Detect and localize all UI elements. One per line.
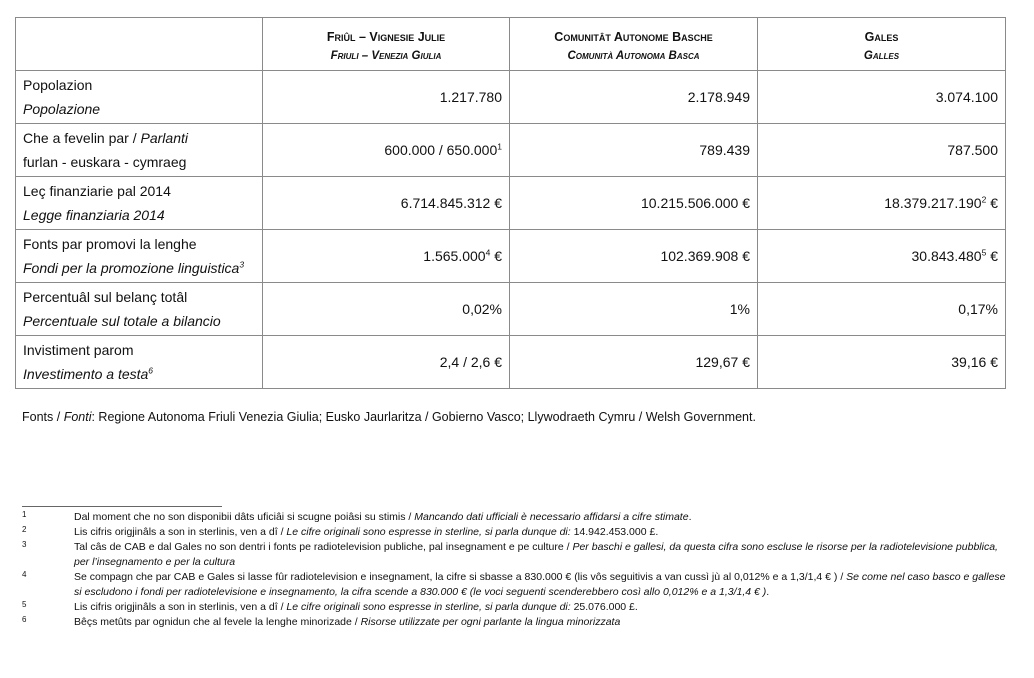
value-text: 30.843.480 — [911, 248, 982, 264]
footnote-item — [22, 525, 1007, 540]
row-label-second-text: Legge finanziaria 2014 — [23, 207, 165, 223]
footnote-ref: 3 — [239, 259, 245, 270]
footnote-item — [22, 510, 1007, 525]
footnote-text: Lis cifris origjinâls a son in sterlinis, ven a dî / — [74, 601, 287, 613]
row-label-furlan — [23, 338, 255, 362]
row-label-second-line — [23, 256, 255, 280]
value-text: 2,4 / 2,6 — [439, 354, 491, 370]
footnote-item — [22, 600, 1007, 615]
row-label — [16, 230, 263, 283]
value-text: 6.714.845.312 — [400, 195, 491, 211]
row-label-furlan-text: Che a fevelin par / — [23, 130, 141, 146]
value-cell — [758, 124, 1006, 177]
footnote-ref: 5 — [981, 247, 987, 258]
footnote-item — [22, 615, 1007, 630]
table-row — [16, 230, 1006, 283]
footnote-number: 2 — [22, 525, 27, 534]
footnote-number: 6 — [22, 615, 27, 624]
footnote-number: 1 — [22, 510, 27, 519]
value-cell — [263, 177, 510, 230]
value-cell — [758, 283, 1006, 336]
row-label-second-line — [23, 362, 255, 386]
table-row — [16, 283, 1006, 336]
row-label-furlan-text: Fonts par promovi la lenghe — [23, 236, 197, 252]
footnote-text: Tal câs de CAB e dal Gales no son dentri i fonts pe radiotelevision publiche, pal insegnament e pe culture / — [74, 541, 573, 553]
value-suffix: € — [986, 354, 998, 370]
footnote-ref: 1 — [497, 141, 502, 152]
sources-prefix-italian: Fonti — [63, 410, 92, 424]
row-label-furlan-text: Popolazion — [23, 77, 93, 93]
header-friuli — [263, 18, 510, 71]
value-text: 3.074.100 — [935, 89, 998, 105]
header-wales — [758, 18, 1006, 71]
sources-list: : Regione Autonoma Friuli Venezia Giulia; Eusko Jaurlaritza / Gobierno Vasco; Llywodraeth Cymru / Welsh Government. — [91, 410, 756, 424]
value-suffix: € — [738, 195, 750, 211]
row-label-furlan — [23, 73, 255, 97]
value-suffix: € — [490, 248, 502, 264]
footnote-item — [22, 570, 1007, 600]
row-label — [16, 336, 263, 389]
header-wales-italian: Galles — [863, 50, 900, 62]
row-label-second-line — [23, 309, 255, 333]
value-suffix: € — [986, 248, 998, 264]
footnote-text-end: . — [688, 511, 692, 523]
value-text: 18.379.217.190 — [884, 195, 982, 211]
sources-prefix: Fonts / — [22, 410, 64, 424]
table-row — [16, 336, 1006, 389]
value-text: 787.500 — [947, 142, 998, 158]
footnote-ref: 6 — [148, 365, 154, 376]
table-row — [16, 71, 1006, 124]
sources-note — [22, 410, 756, 424]
value-text: 1.217.780 — [439, 89, 502, 105]
value-text: 1% — [729, 301, 750, 317]
row-label-furlan — [23, 179, 255, 203]
value-cell — [758, 230, 1006, 283]
footnote-text-italian: Mancando dati ufficiali è necessario affidarsi a cifre stimate — [414, 511, 689, 523]
footnote-text-italian: Le cifre originali sono espresse in sterline, si parla dunque di: — [286, 526, 571, 538]
value-text: 0,02% — [462, 301, 502, 317]
footnote-text-end: 25.076.000 £. — [570, 601, 638, 613]
row-label-furlan-text: Invistiment parom — [23, 342, 134, 358]
row-label-furlan-text: Percentuâl sul belanç totâl — [23, 289, 188, 305]
row-label-furlan — [23, 232, 255, 256]
footnote-text: Se compagn che par CAB e Gales si lasse fûr radiotelevision e insegnament, la cifre si sbasse a 830.000 € (lis vôs seguitivis a van cussì jù al 0,012% e a 1,3/1,4 € ) / — [74, 571, 847, 583]
row-label-italian-inline: Parlanti — [140, 130, 188, 146]
value-text: 2.178.949 — [687, 89, 750, 105]
row-label-second-text: furlan - euskara - cymraeg — [23, 154, 187, 170]
value-cell — [263, 283, 510, 336]
footnote-text: Bêçs metûts par ognidun che al fevele la lenghe minorizade / — [74, 616, 361, 628]
value-text: 600.000 / 650.000 — [384, 142, 498, 158]
value-cell — [263, 336, 510, 389]
footnote-text-italian: Per baschi e gallesi, da questa cifra sono escluse le risorse per la radiotelevisione pubblica, per l’insegnamento e per la cultura — [74, 541, 998, 568]
row-label — [16, 71, 263, 124]
value-cell — [510, 71, 758, 124]
row-label-furlan — [23, 285, 255, 309]
value-cell — [263, 124, 510, 177]
table-row — [16, 177, 1006, 230]
comparison-table — [15, 17, 1006, 389]
value-text: 0,17% — [958, 301, 998, 317]
header-empty-cell — [16, 18, 263, 71]
header-wales-furlan: Gales — [864, 30, 899, 44]
footnote-text-italian: Risorse utilizzate per ogni parlante la lingua minorizzata — [360, 616, 621, 628]
row-label-furlan — [23, 126, 255, 150]
footnote-text-end: . — [766, 586, 770, 598]
value-cell — [510, 283, 758, 336]
footnote-ref: 4 — [485, 247, 491, 258]
value-cell — [510, 230, 758, 283]
row-label-furlan-text: Leç finanziarie pal 2014 — [23, 183, 171, 199]
value-text: 102.369.908 — [660, 248, 739, 264]
header-friuli-italian: Friuli – Venezia Giulia — [330, 50, 442, 62]
row-label — [16, 177, 263, 230]
row-label-second-text: Investimento a testa — [23, 366, 149, 382]
header-basque-furlan: Comunitât Autonome Basche — [554, 30, 713, 44]
value-cell — [510, 336, 758, 389]
value-text: 39,16 — [951, 354, 987, 370]
row-label — [16, 124, 263, 177]
footnote-ref: 2 — [981, 194, 987, 205]
value-cell — [758, 71, 1006, 124]
table-header-row — [16, 18, 1006, 71]
value-text: 129,67 — [695, 354, 739, 370]
value-suffix: € — [490, 195, 502, 211]
value-text: 789.439 — [699, 142, 750, 158]
value-text: 10.215.506.000 — [640, 195, 739, 211]
footnotes — [22, 510, 1007, 630]
row-label-second-line — [23, 97, 255, 121]
value-suffix: € — [738, 354, 750, 370]
value-text: 1.565.000 — [423, 248, 486, 264]
value-suffix: € — [738, 248, 750, 264]
value-suffix: € — [986, 195, 998, 211]
footnote-item — [22, 540, 1007, 570]
value-cell — [263, 71, 510, 124]
footnote-text: Dal moment che no son disponibii dâts uficiâi si scugne poiâsi su stimis / — [74, 511, 415, 523]
header-basque — [510, 18, 758, 71]
footnote-separator — [22, 506, 222, 507]
value-cell — [758, 336, 1006, 389]
header-friuli-furlan: Friûl – Vignesie Julie — [326, 30, 446, 44]
footnote-number: 3 — [22, 540, 27, 549]
footnote-text-italian: Se come nel caso basco e gallese si escludono i fondi per radiotelevisione e insegnamento, la cifra scende a 830.000 € (le voci seguenti scenderebbero così allo 0,012% e a 1,3/1,4 € ) — [74, 571, 1006, 598]
footnote-number: 4 — [22, 570, 27, 579]
row-label-second-text: Fondi per la promozione linguistica — [23, 260, 240, 276]
value-cell — [510, 124, 758, 177]
footnote-text-end: 14.942.453.000 £. — [570, 526, 659, 538]
row-label-second-text: Popolazione — [23, 101, 101, 117]
value-cell — [758, 177, 1006, 230]
table-row — [16, 124, 1006, 177]
row-label-second-line — [23, 150, 255, 174]
row-label-second-text: Percentuale sul totale a bilancio — [23, 313, 221, 329]
value-suffix: € — [490, 354, 502, 370]
footnote-number: 5 — [22, 600, 27, 609]
value-cell — [510, 177, 758, 230]
footnote-text: Lis cifris origjinâls a son in sterlinis, ven a dî / — [74, 526, 287, 538]
row-label — [16, 283, 263, 336]
row-label-second-line — [23, 203, 255, 227]
header-basque-italian: Comunità Autonoma Basca — [567, 50, 700, 62]
footnote-text-italian: Le cifre originali sono espresse in sterline, si parla dunque di: — [286, 601, 571, 613]
value-cell — [263, 230, 510, 283]
